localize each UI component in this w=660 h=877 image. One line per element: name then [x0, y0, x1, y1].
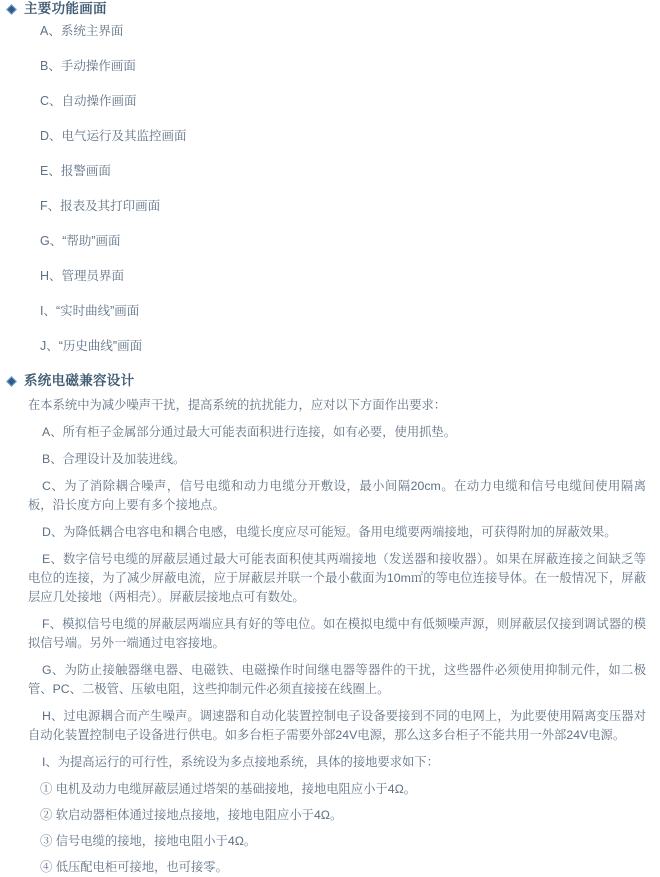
list-item: G、“帮助”画面	[40, 234, 121, 248]
list-item: C、自动操作画面	[40, 94, 137, 108]
section-title: 主要功能画面	[24, 1, 107, 16]
paragraph: ③ 信号电缆的接地，接地电阻小于4Ω。	[40, 834, 257, 848]
paragraph: I、为提高运行的可行性，系统设为多点接地系统，具体的接地要求如下：	[42, 755, 439, 769]
paragraph: B、合理设计及加装进线。	[42, 452, 186, 466]
list-item: J、“历史曲线”画面	[40, 339, 143, 353]
diamond-bullet-icon	[6, 4, 17, 15]
paragraph: 在本系统中为减少噪声干扰，提高系统的抗扰能力，应对以下方面作出要求：	[28, 398, 447, 412]
paragraph: C、为了消除耦合噪声，信号电缆和动力电缆分开敷设，最小间隔20cm。在动力电缆和信号电缆间使用隔离板，沿长度方向上要有多个接地点。	[28, 479, 646, 512]
list-item: A、系统主界面	[40, 24, 124, 38]
list-item: D、电气运行及其监控画面	[40, 129, 187, 143]
section-heading-emc-design	[0, 372, 660, 390]
paragraph: ④ 低压配电柜可接地，也可接零。	[40, 860, 228, 874]
list-item: H、管理员界面	[40, 269, 125, 283]
paragraph: H、过电源耦合而产生噪声。调速器和自动化装置控制电子设备要接到不同的电网上，为此要使用隔离变压器对自动化装置控制电子设备进行供电。如多台柜子需要外部24V电源，那么这多台柜子不能共用一外部24V电源。	[28, 709, 646, 742]
list-item: F、报表及其打印画面	[40, 199, 161, 213]
paragraph: A、所有柜子金属部分通过最大可能表面积进行连接，如有必要，使用抓垫。	[42, 425, 457, 439]
paragraph: E、数字信号电缆的屏蔽层通过最大可能表面积使其两端接地（发送器和接收器）。如果在屏蔽连接之间缺乏等电位的连接，为了减少屏蔽电流，应于屏蔽层并联一个最小截面为10m㎡的等电位连接导体。在一般情况下，屏蔽层应几处接地（两相壳）。屏蔽层接地点可有数处。	[28, 552, 646, 604]
list-item: I、“实时曲线”画面	[40, 304, 140, 318]
list-item: B、手动操作画面	[40, 59, 136, 73]
paragraph: ① 电机及动力电缆屏蔽层通过塔架的基础接地，接地电阻应小于4Ω。	[40, 782, 417, 796]
diamond-bullet-icon	[6, 376, 17, 387]
list-item: E、报警画面	[40, 164, 111, 178]
paragraph: ② 软启动器柜体通过接地点接地，接地电阻应小于4Ω。	[40, 808, 343, 822]
section-heading-main-screens	[0, 0, 660, 18]
section-title: 系统电磁兼容设计	[24, 373, 135, 388]
paragraph: D、为降低耦合电容电和耦合电感，电缆长度应尽可能短。备用电缆要两端接地，可获得附加的屏蔽效果。	[42, 525, 617, 539]
paragraph: G、为防止接触器继电器、电磁铁、电磁操作时间继电器等器件的干扰，这些器件必须使用抑制元件，如二极管、PC、二极管、压敏电阻，这些抑制元件必须直接接在线圈上。	[28, 663, 646, 696]
paragraph: F、模拟信号电缆的屏蔽层两端应具有好的等电位。如在模拟电缆中有低频噪声源，则屏蔽层仅接到调试器的模拟信号端。另外一端通过电容接地。	[28, 617, 646, 650]
